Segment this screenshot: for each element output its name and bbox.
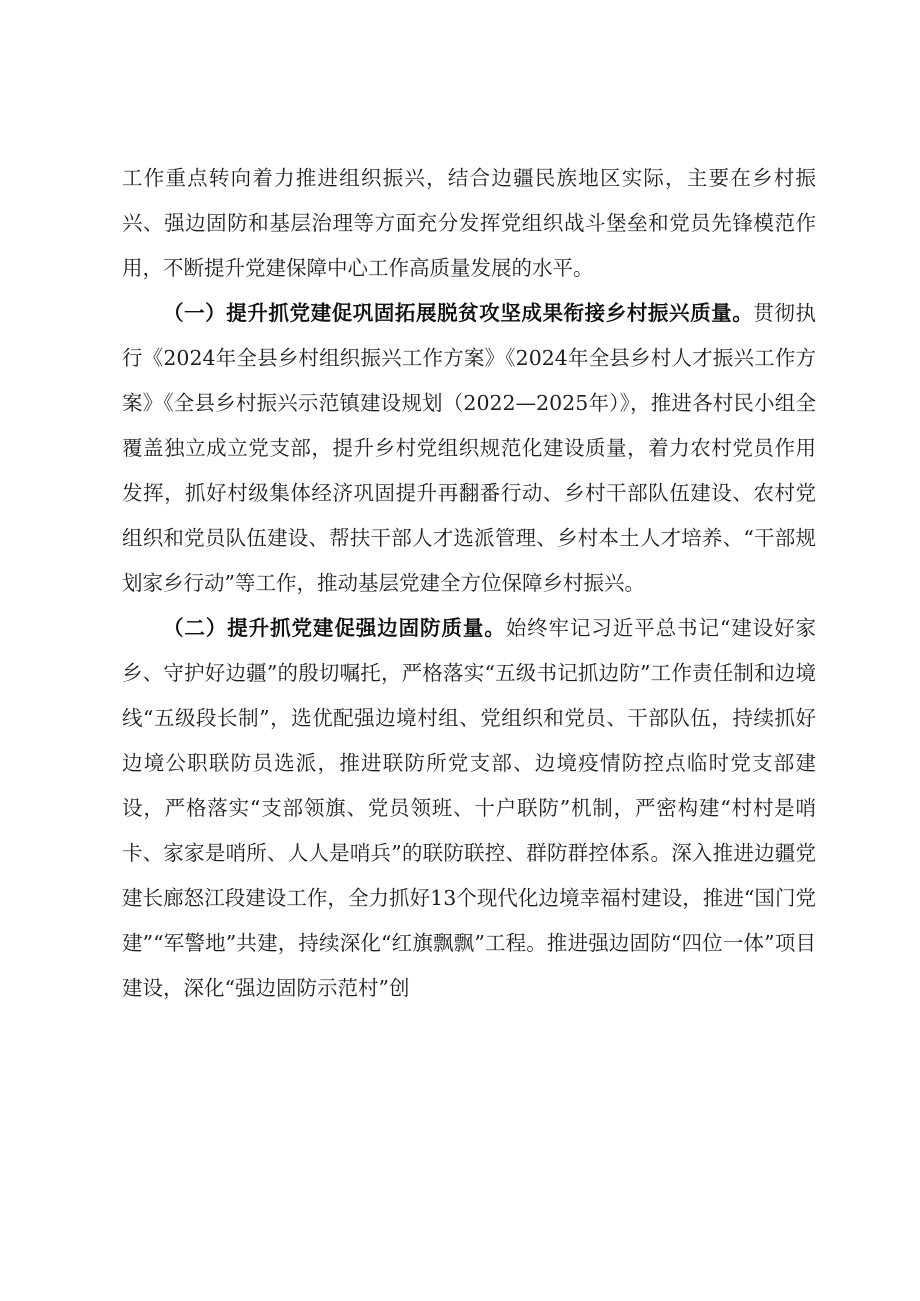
section-heading: （一）提升抓党建促巩固拓展脱贫攻坚成果衔接乡村振兴质量。 [163, 301, 754, 325]
section-heading: （二）提升抓党建促强边固防质量。 [163, 616, 506, 640]
paragraph-section-2 [122, 606, 816, 1011]
paragraph-text: 始终牢记习近平总书记“建设好家乡、守护好边疆”的殷切嘱托，严格落实“五级书记抓边防”工作责任制和边境线“五级段长制”，选优配强边境村组、党组织和党员、干部队伍，持续抓好边境公职联防员选派，推进联防所党支部、边境疫情防控点临时党支部建设，严格落实“支部领旗、党员领班、十户联防”机制，严密构建“村村是哨卡、家家是哨所、人人是哨兵”的联防联控、群防群控体系。深入推进边疆党建长廊怒江段建设工作，全力抓好13个现代化边境幸福村建设，推进“国门党建”“军警地”共建，持续深化“红旗飘飘”工程。推进强边固防“四位一体”项目建设，深化“强边固防示范村”创 [122, 616, 817, 1000]
paragraph-section-1 [122, 291, 816, 606]
document-body [122, 156, 816, 1011]
paragraph-text: 贯彻执行《2024年全县乡村组织振兴工作方案》《2024年全县乡村人才振兴工作方案》《全县乡村振兴示范镇建设规划（2022—2025年）》，推进各村民小组全覆盖独立成立党支部，提升乡村党组织规范化建设质量，着力农村党员作用发挥，抓好村级集体经济巩固提升再翻番行动、乡村干部队伍建设、农村党组织和党员队伍建设、帮扶干部人才选派管理、乡村本土人才培养、“干部规划家乡行动”等工作，推动基层党建全方位保障乡村振兴。 [122, 301, 817, 595]
paragraph-text: 工作重点转向着力推进组织振兴，结合边疆民族地区实际，主要在乡村振兴、强边固防和基层治理等方面充分发挥党组织战斗堡垒和党员先锋模范作用，不断提升党建保障中心工作高质量发展的水平。 [122, 166, 816, 280]
paragraph-intro [122, 156, 816, 291]
